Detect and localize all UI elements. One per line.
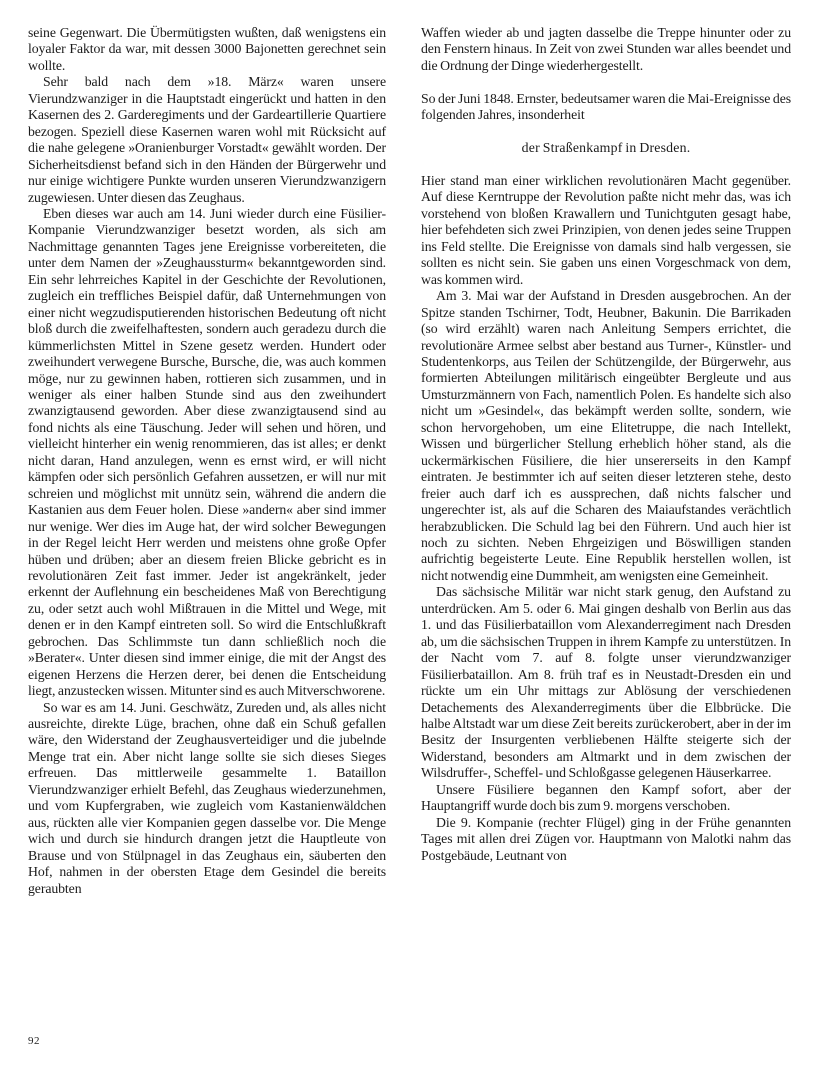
- paragraph: So der Juni 1848. Ernster, bedeutsamer waren die Mai-Ereignisse des folgenden Jahres, insonderheit: [421, 90, 791, 123]
- section-heading: der Straßenkampf in Dresden.: [521, 140, 691, 156]
- paragraph: Unsere Füsiliere begannen den Kampf sofort, aber der Hauptangriff wurde doch bis zum 9. morgens verschoben.: [421, 781, 791, 814]
- paragraph: Das sächsische Militär war nicht stark genug, den Aufstand zu unterdrücken. Am 5. oder 6. Mai gingen deshalb von Berlin aus das 1. und das Füsilierbataillon vom Alexanderregiment nach Dresden ab, um die sächsischen Truppen in ihrem Kampfe zu unterstützen. In der Nacht vom 7. auf 8. folgte unser vierundzwanziger Füsilierbataillon. Am 8. früh traf es in Neustadt-Dresden ein und rückte um ein Uhr mittags zur Ablösung der verschiedenen Detachements des Alexanderregiments über die Elbbrücke. Die halbe Altstadt war um diese Zeit bereits zurückerobert, aber in der im Besitz der Insurgenten verbliebenen Hälfte steigerte sich der Widerstand, besonders am Altmarkt und in dem zwischen der Wilsdruffer-, Scheffel- und Schloßgasse gelegenen Häuserkarree.: [421, 584, 791, 781]
- paragraph-continuation: Waffen wieder ab und jagten dasselbe die Treppe hinunter oder zu den Fenstern hinaus. In Zeit von zwei Stunden war alles beendet und die Ordnung der Dinge wiederhergestellt.: [421, 25, 791, 73]
- paragraph: Hier stand man einer wirklichen revolutionären Macht gegenüber. Auf diese Kerntruppe der Revolution paßte nicht mehr das, was ich vorstehend von bloßen Krawallern und Tunichtguten gesagt habe, hier befehdeten sich zwei Prinzipien, von denen jedes seine Truppen ins Feld stellte. Die Ereignisse von damals sind halb vergessen, sie sollten es nicht sein. Sie gaben uns einen Vorgeschmack von dem, was kommen wird.: [421, 173, 791, 287]
- paragraph: Sehr bald nach dem »18. März« waren unsere Vierundzwanziger in die Hauptstadt eingerückt und hatten in den Kasernen des 2. Garderegiments und der Gardeartillerie Quartiere bezogen. Speziell diese Kasernen waren wohl mit Rücksicht auf die nahe gelegene »Oranienburger Vorstadt« gewählt worden. Der Sicherheitsdienst befand sich in den Händen der Bürgerwehr und nur einige wichtigere Punkte wurden unseren Vierundzwanzigern zugewiesen. Unter diesen das Zeughaus.: [28, 74, 386, 205]
- paragraph: Eben dieses war auch am 14. Juni wieder durch eine Füsilier-Kompanie Vierundzwanziger besetzt worden, als sich am Nachmittage genannten Tages jene Ereignisse vorbereiteten, die unter dem Namen der »Zeughaussturm« bekanntgeworden sind. Ein sehr lehrreiches Kapitel in der Geschichte der Revolutionen, zugleich ein treffliches Beispiel dafür, daß Unternehmungen von einer nicht wegzudisputierenden historischen Bedeutung oft nicht bloß durch die zweifelhaftesten, sondern auch geradezu durch die kümmerlichsten Mittel in Szene gesetz werden. Hundert oder zweihundert verwegene Bursche, Bursche, die, was auch kommen möge, nur zu gewinnen haben, rottieren sich zusammen, und in weniger als einer halben Stunde sind aus den zweihundert zwanzigtausend geworden. Aber diese zwanzigtausend sind au fond nichts als eine Täuschung. Jeder will sehen und hören, und vielleicht hinterher ein wenig renommieren, das ist alles; er denkt nicht daran, Hand anzulegen, wenn es ernst wird, er will nicht kämpfen oder sich persönlich Gefahren aussetzen, er will nur mit schreien und möglichst mit unnütz sein, während die andern die Kastanien aus dem Feuer holen. Diese »andern« aber sind immer nur wenige. Wer dies im Auge hat, der wird solcher Bewegungen in der Regel leicht Herr werden und meistens ohne große Opfer hüben und drüben; aber an diesem freien Blicke gebricht es in revolutionären Zeit fast immer. Jeder ist angekränkelt, jeder erkennt der Auflehnung ein bescheidenes Maß von Berechtigung zu, oder setzt auch wohl Mißtrauen in die Mittel und Wege, mit denen er in den Kampf eintreten soll. So wird die Entschlußkraft gebrochen. Das Schlimmste tun dann schließlich noch die »Berater«. Unter diesen sind immer einige, die mit der Angst des eigenen Herzens die Herzen derer, bei denen die Entscheidung liegt, anzustecken wissen. Mitunter sind es auch Mitverschworene.: [28, 205, 386, 699]
- left-column: [28, 25, 386, 897]
- paragraph: Die 9. Kompanie (rechter Flügel) ging in der Frühe genannten Tages mit allen drei Zügen vor. Hauptmann von Malotki nahm das Postgebäude, Leutnant von: [421, 814, 791, 863]
- paragraph: Am 3. Mai war der Aufstand in Dresden ausgebrochen. An der Spitze standen Tschirner, Todt, Heubner, Bakunin. Die Barrikaden (so wird erzählt) waren nach Anleitung Sempers errichtet, die revolutionäre Armee selbst aber bestand aus Turner-, Künstler- und Studentenkorps, aus Teilen der Schützengilde, der Bürgerwehr, aus formierten Abteilungen militärisch eingeübter Bergleute und aus Umsturzmännern von Fach, namentlich Polen. Es handelte sich also nicht um »Gesindel«, das bekämpft werden sollte, sondern, wie schon hervorgehoben, um eine Elitetruppe, die nach Intellekt, Wissen und bürgerlicher Stellung erheblich höher stand, als die uckermärkischen Füsiliere, die hier unsererseits in den Kampf eintraten. Je bestimmter ich auf seiten dieser letzteren stehe, desto freier auch darf ich es aussprechen, daß nichts falscher und ungerechter ist, als auf die Scharen des Maiaufstandes verächtlich herabzublicken. Die Schuld lag bei den Führern. Und auch hier ist noch zu sichten. Neben Ehrgeizigen und Böswilligen standen aufrichtig begeisterte Leute. Eine Republik herstellen wollen, ist nicht notwendig eine Dummheit, am wenigsten eine Gemeinheit.: [421, 288, 791, 583]
- right-column: [421, 25, 791, 864]
- paragraph: So war es am 14. Juni. Geschwätz, Zureden und, als alles nicht ausreichte, direkte Lüge, brachen, ohne daß ein Schuß gefallen wäre, den Widerstand der Zeughausverteidiger und die jubelnde Menge trat ein. Aber nicht lange sollte sie sich dieses Sieges erfreuen. Das mittlerweile gesammelte 1. Bataillon Vierundzwanziger erhielt Befehl, das Zeughaus wiederzunehmen, und vom Kupfergraben, wie zugleich vom Kastanienwäldchen aus, rückten alle vier Kompanien gegen dasselbe vor. Die Menge wich und durch sie hindurch drangen jetzt die Hauptleute von Brause und von Stülpnagel in das Zeughaus ein, säuberten den Hof, nahmen in der obersten Etage dem Gesindel die bereits geraubten: [28, 699, 386, 896]
- page-number: 92: [28, 1035, 40, 1047]
- paragraph-continuation: seine Gegenwart. Die Übermütigsten wußten, daß wenigstens ein loyaler Faktor da war, mit dessen 3000 Bajonetten gerechnet sein wollte.: [28, 25, 386, 73]
